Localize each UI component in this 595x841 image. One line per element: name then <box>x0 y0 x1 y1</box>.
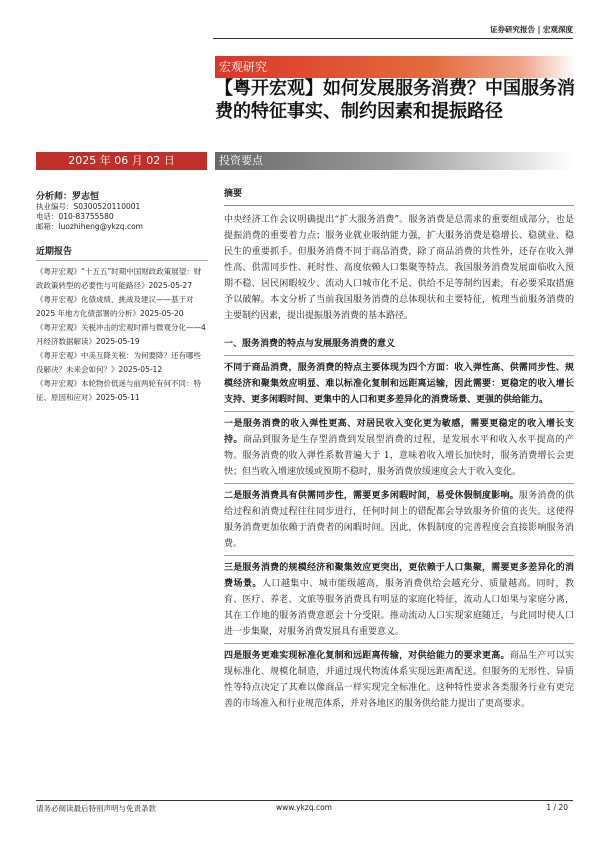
section-divider <box>224 483 574 484</box>
section-divider <box>224 355 574 356</box>
point-body: 服务消费的供给过程和消费过程往往同步进行，任何时间上的错配都会导致服务价值的丧失。这使得服务消费更加依赖于消费者的闲暇时间。因此，休假制度的完善程度会直接影响服务消费。 <box>224 491 574 549</box>
footer-website-link[interactable]: www.ykzq.com <box>276 803 332 812</box>
point-paragraph <box>224 488 574 552</box>
analyst-email[interactable]: 邮箱：luozhiheng@ykzq.com <box>36 222 143 231</box>
point-heading: 一是服务消费的收入弹性更高、对居民收入变化更为敏感，需要更稳定的收入增长支持。 <box>224 419 574 445</box>
footer-disclaimer: 请务必阅读最后特别声明与免责条款 <box>36 804 156 813</box>
recent-report-item[interactable]: 《粤开宏观》化债成绩、挑战及建议——基于对 2025 年地方化债部署的分析》2025-05-20 <box>36 295 194 318</box>
report-title: 【粤开宏观】如何发展服务消费？中国服务消费的特征事实、制约因素和提振路径 <box>215 78 575 122</box>
section-divider <box>224 411 574 412</box>
point-body: 人口越集中、城市能级越高，服务消费供给会越充分、质量越高。同时，教育、医疗、养老、文旅等服务消费具有明显的家庭化特征，流动人口如果与家庭分离，其在工作地的服务消费意愿会十分受限。推动流动人口实现家庭随迁，与此同时使人口进一步集聚，对服务消费发展具有重要意义。 <box>224 579 574 637</box>
page-number: 1 / 20 <box>546 803 568 812</box>
point-body: 商品生产可以实现标准化、规模化制造，并通过现代物流体系实现远距离配送。但服务的无形性、异质性等特点决定了其难以像商品一样实现完全标准化。这种特性要求各类服务行业有更完善的市场准入和行业规范体系，并对各地区的服务供给能力提出了更高要求。 <box>224 651 574 709</box>
point-paragraph <box>224 416 574 480</box>
point-body: 商品到服务是生存型消费到发展型消费的过程，是发展水平和收入水平提高的产物。服务消费的收入弹性系数普遍大于 1，意味着收入增长加快时，服务消费增长会更快；但当收入增速放缓或预期不稳时，服务消费放缓速度会大于收入变化。 <box>224 435 574 477</box>
point-paragraph <box>224 648 574 712</box>
analyst-cert: 执业编号：S0300520110001 <box>36 202 141 211</box>
section-divider <box>224 555 574 556</box>
analyst-name: 分析师：罗志恒 <box>36 192 100 202</box>
recent-report-item[interactable]: 《粤开宏观》中美互降关税：为何要降？还有哪些没解决？未来会如何？》2025-05-12 <box>36 351 201 374</box>
recent-report-item[interactable]: 《粤开宏观》本轮物价低迷与前两轮有何不同：特征、原因和应对》2025-05-11 <box>36 379 201 402</box>
header-rule <box>213 38 573 39</box>
main-content <box>224 186 574 712</box>
recent-reports-title: 近期报告 <box>36 244 208 261</box>
footer-rule <box>36 800 573 801</box>
sidebar <box>36 189 208 405</box>
recent-report-item[interactable]: 《粤开宏观》“十五五”时期中国财政政策展望：财政政策转型的必要性与可能路径》2025-05-27 <box>36 267 202 290</box>
header-tag: 证券研究报告 | 宏观深度 <box>490 25 573 34</box>
section-label: 宏观研究 <box>215 56 575 78</box>
analyst-phone: 电话：010-83755580 <box>36 212 114 221</box>
summary-paragraph: 中央经济工作会议明确提出“扩大服务消费”。服务消费是总需求的重要组成部分，也是提振消费的重要着力点；服务业就业吸纳能力强，扩大服务消费是稳增长、稳就业、稳民生的重要抓手。但服务消费不同于商品消费，除了商品消费的共性外，还存在收入弹性高、供需同步性、耗时性、高度依赖人口集聚等特点。我国服务消费发展面临收入预期不稳、居民闲暇较少、流动人口城市化不足、供给不足等制约因素，有必要采取措施予以破解。本文分析了当前我国服务消费的总体现状和主要特征，梳理当前服务消费的主要制约因素，提出提振服务消费的基本路径。 <box>224 215 574 321</box>
point-heading: 四是服务更难实现标准化复制和远距离传输，对供给能力的要求更高。 <box>224 651 510 661</box>
recent-report-item[interactable]: 《粤开宏观》关税冲击的宏观时滞与微观分化——4 月经济数据解读》2025-05-19 <box>36 323 206 346</box>
investment-points-label: 投资要点 <box>215 152 573 170</box>
summary-title: 摘要 <box>224 186 574 206</box>
lead-text: 不同于商品消费，服务消费的特点主要体现为四个方面：收入弹性高、供需同步性、规模经济和聚集效应明显、难以标准化复制和远距离运输，因此需要：更稳定的收入增长支持、更多闲暇时间、更集中的人口和更多差异化的消费场景、更强的供给能力。 <box>224 363 574 405</box>
point-heading: 三是服务消费的规模经济和聚集效应更突出，更依赖于人口集聚，需要更多差异化的消费场景。 <box>224 563 574 589</box>
point-heading: 二是服务消费具有供需同步性，需要更多闲暇时间，易受休假制度影响。 <box>224 491 519 501</box>
report-date: 2025 年 06 月 02 日 <box>36 152 207 170</box>
point-paragraph <box>224 560 574 640</box>
lead-paragraph <box>224 360 574 408</box>
section1-title: 一、服务消费的特点与发展服务消费的意义 <box>224 339 396 349</box>
section-divider <box>224 643 574 644</box>
